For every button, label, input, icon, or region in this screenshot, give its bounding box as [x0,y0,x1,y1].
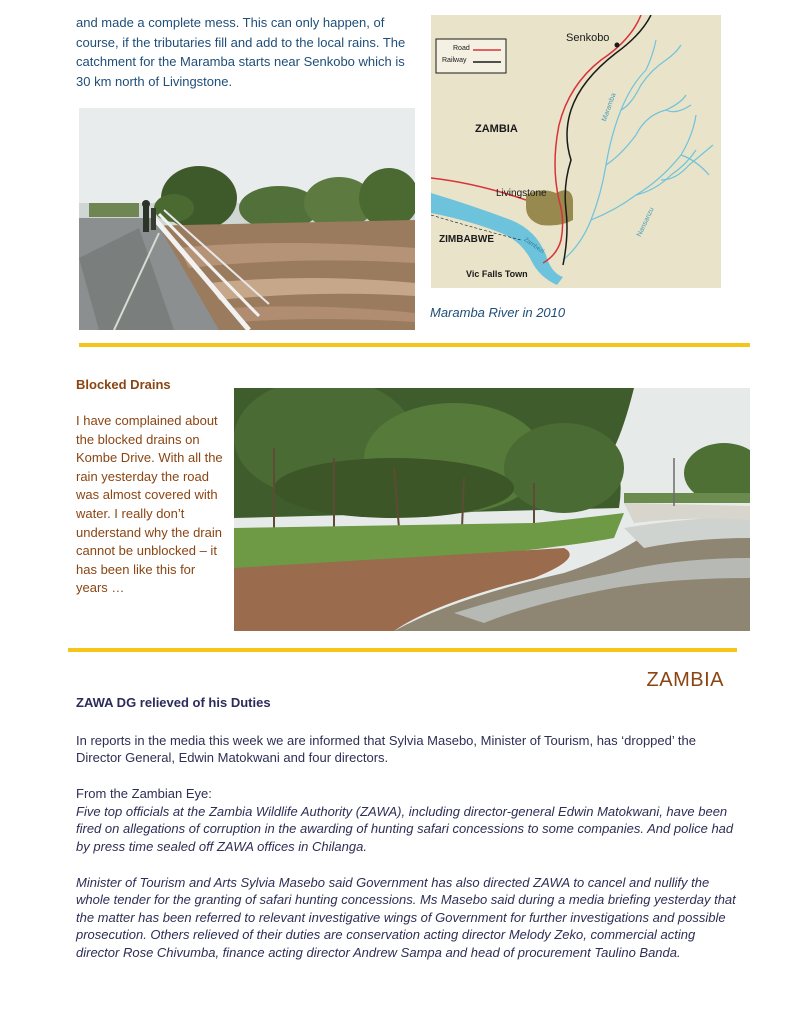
zambia-section-title: ZAMBIA [646,669,724,691]
map-legend-road: Road [453,45,470,52]
maramba-map [431,15,721,288]
map-label-zambezi: Zambezi [522,237,545,256]
map-label-nansanzu: Nansanzu [636,206,656,238]
blocked-drains-heading: Blocked Drains [76,377,171,392]
map-label-zimbabwe: ZIMBABWE [439,234,494,245]
section-divider [68,648,737,652]
section-divider [79,343,750,347]
quote-paragraph-1: Five top officials at the Zambia Wildlife Authority (ZAWA), including director-general Edwin Matokwani, have been fired on allegations of corruption in the awarding of hunting safari concessions to some companies. And police had by press time sealed off ZAWA offices in Chilanga. [76,804,734,854]
map-label-livingstone: Livingstone [496,188,547,199]
map-label-zambia: ZAMBIA [475,123,518,135]
zawa-heading: ZAWA DG relieved of his Duties [76,695,271,710]
flood-photo [79,108,415,330]
map-caption: Maramba River in 2010 [430,305,566,320]
map-label-vicfalls: Vic Falls Town [466,269,528,279]
zawa-paragraph: In reports in the media this week we are informed that Sylvia Masebo, Minister of Tourism, has ‘dropped’ the Director General, Edwin Matokwani and four directors. [76,733,696,766]
intro-paragraph: and made a complete mess. This can only happen, of course, if the tributaries fill and add to the local rains. The catchment for the Maramba starts near Senkobo which is 30 km north of Livingstone. [76,15,406,89]
blocked-drains-text: I have complained about the blocked drains on Kombe Drive. With all the rain yesterday the road was almost covered with water. I really don’t understand why the drain cannot be unblocked – it has been like this for years … [76,413,223,596]
map-legend-railway: Railway [442,57,467,64]
map-label-maramba: Maramba [601,92,618,123]
quote-paragraph-2: Minister of Tourism and Arts Sylvia Masebo said Government has also directed ZAWA to cancel and nullify the whole tender for the granting of safari hunting concessions. Ms Masebo said during a media briefing yesterday that the matter has been referred to relevant investigative wings of Government for further investigations and possible prosecution. Others relieved of their duties are conservation acting director Melody Zeko, commercial acting director Rose Chivumba, finance acting director Andrew Sampa and head of procurement Taulino Banda. [76,875,736,960]
map-label-senkobo: Senkobo [566,32,610,44]
blocked-drains-photo [234,388,750,631]
source-label: From the Zambian Eye: [76,786,212,801]
